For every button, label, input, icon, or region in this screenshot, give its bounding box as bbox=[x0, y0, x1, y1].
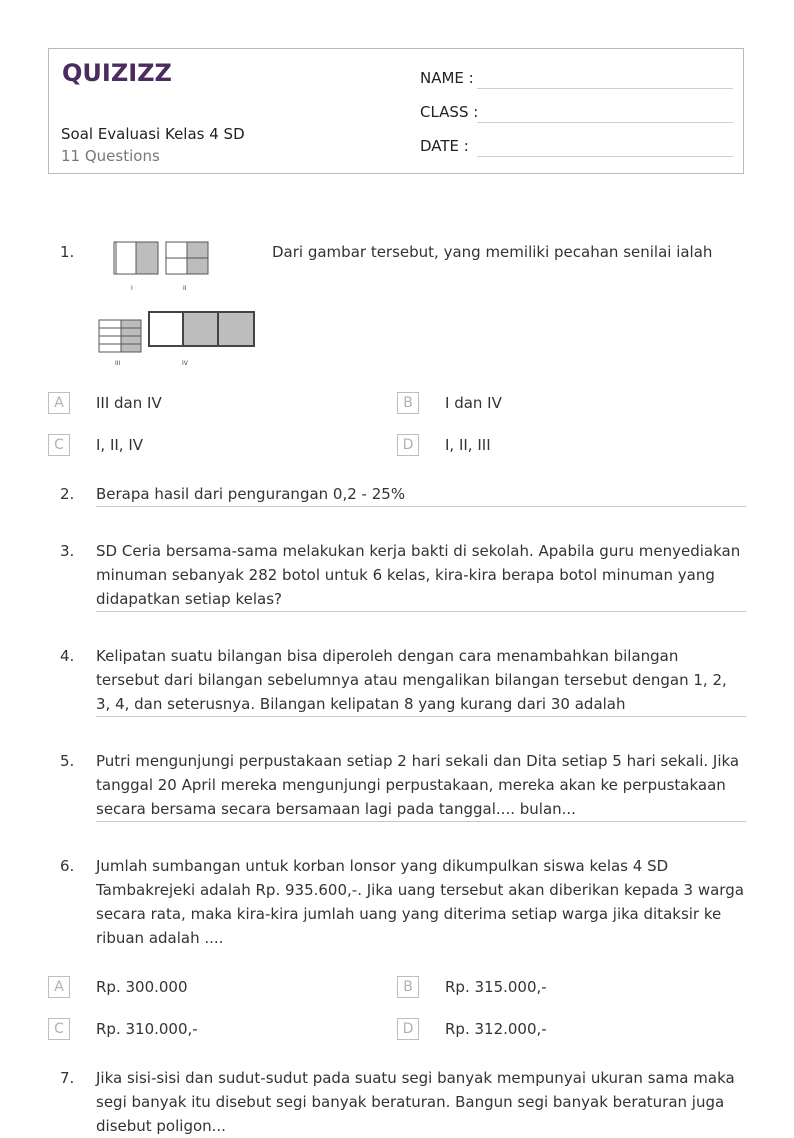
date-field bbox=[420, 137, 469, 155]
fraction-figure bbox=[96, 236, 261, 371]
fraction-shape-3 bbox=[99, 320, 141, 352]
question-text: Berapa hasil dari pengurangan 0,2 - 25% bbox=[96, 485, 406, 503]
name-label: NAME : bbox=[420, 69, 474, 87]
option-c-text: I, II, IV bbox=[96, 436, 144, 454]
question-text: Putri mengunjungi perpustakaan setiap 2 hari sekali dan Dita setiap 5 hari sekali. Jika tanggal 20 April mereka mengunjungi perpustakaan, mereka akan ke perpustakaan secara bersama secara bersamaan lagi pada tanggal.... bulan... bbox=[96, 752, 740, 818]
fraction-shape-4 bbox=[149, 312, 254, 346]
question-number: 1. bbox=[60, 243, 75, 261]
option-a-text: III dan IV bbox=[96, 394, 162, 412]
option-c-box[interactable]: C bbox=[48, 1018, 70, 1040]
option-d-box[interactable]: D bbox=[397, 434, 419, 456]
worksheet-title: Soal Evaluasi Kelas 4 SD bbox=[61, 125, 245, 143]
option-b-text: I dan IV bbox=[445, 394, 502, 412]
answer-line[interactable] bbox=[96, 716, 746, 717]
option-a-box[interactable]: A bbox=[48, 976, 70, 998]
date-label: DATE : bbox=[420, 137, 469, 155]
figure-label-i: I bbox=[131, 285, 133, 292]
figure-label-iv: IV bbox=[182, 360, 188, 367]
question-text: Jika sisi-sisi dan sudut-sudut pada suatu segi banyak mempunyai ukuran sama maka segi banyak itu disebut segi banyak beraturan. Bangun segi banyak beraturan juga disebut poligon... bbox=[96, 1069, 735, 1135]
worksheet-header bbox=[48, 48, 744, 174]
option-b-box[interactable]: B bbox=[397, 392, 419, 414]
option-a-box[interactable]: A bbox=[48, 392, 70, 414]
question-text: Jumlah sumbangan untuk korban lonsor yang dikumpulkan siswa kelas 4 SD Tambakrejeki adalah Rp. 935.600,-. Jika uang tersebut akan diberikan kepada 3 warga secara rata, maka kira-kira jumlah uang yang diterima setiap warga jika ditaksir ke ribuan adalah .... bbox=[96, 857, 744, 947]
answer-line[interactable] bbox=[96, 611, 746, 612]
name-line bbox=[477, 88, 733, 89]
question-text: Kelipatan suatu bilangan bisa diperoleh dengan cara menambahkan bilangan tersebut dari bilangan sebelumnya atau mengalikan bilangan tersebut dengan 1, 2, 3, 4, dan seterusnya. Bilangan kelipatan 8 yang kurang dari 30 adalah bbox=[96, 647, 727, 713]
option-d-text: Rp. 312.000,- bbox=[445, 1020, 547, 1038]
option-b-text: Rp. 315.000,- bbox=[445, 978, 547, 996]
question-number: 5. bbox=[60, 752, 75, 770]
class-field bbox=[420, 103, 478, 121]
option-c-text: Rp. 310.000,- bbox=[96, 1020, 198, 1038]
figure-label-iii: III bbox=[115, 360, 121, 367]
question-text: SD Ceria bersama-sama melakukan kerja bakti di sekolah. Apabila guru menyediakan minuman sebanyak 282 botol untuk 6 kelas, kira-kira berapa botol minuman yang didapatkan setiap kelas? bbox=[96, 542, 741, 608]
class-label: CLASS : bbox=[420, 103, 479, 121]
question-number: 2. bbox=[60, 485, 75, 503]
question-number: 3. bbox=[60, 542, 75, 560]
option-c-box[interactable]: C bbox=[48, 434, 70, 456]
question-number: 6. bbox=[60, 857, 75, 875]
question-number: 7. bbox=[60, 1069, 75, 1087]
class-line bbox=[477, 122, 733, 123]
question-count: 11 Questions bbox=[61, 147, 160, 165]
answer-line[interactable] bbox=[96, 821, 746, 822]
question-text: Dari gambar tersebut, yang memiliki pecahan senilai ialah bbox=[272, 243, 713, 261]
name-field bbox=[420, 69, 474, 87]
option-b-box[interactable]: B bbox=[397, 976, 419, 998]
answer-line[interactable] bbox=[96, 506, 746, 507]
option-a-text: Rp. 300.000 bbox=[96, 978, 188, 996]
question-number: 4. bbox=[60, 647, 75, 665]
fraction-shape-2 bbox=[166, 242, 208, 274]
option-d-box[interactable]: D bbox=[397, 1018, 419, 1040]
date-line bbox=[477, 156, 733, 157]
quizizz-logo: QUIZIZZ bbox=[62, 59, 172, 87]
fraction-shape-1 bbox=[114, 242, 158, 274]
option-d-text: I, II, III bbox=[445, 436, 491, 454]
figure-label-ii: II bbox=[183, 285, 187, 292]
